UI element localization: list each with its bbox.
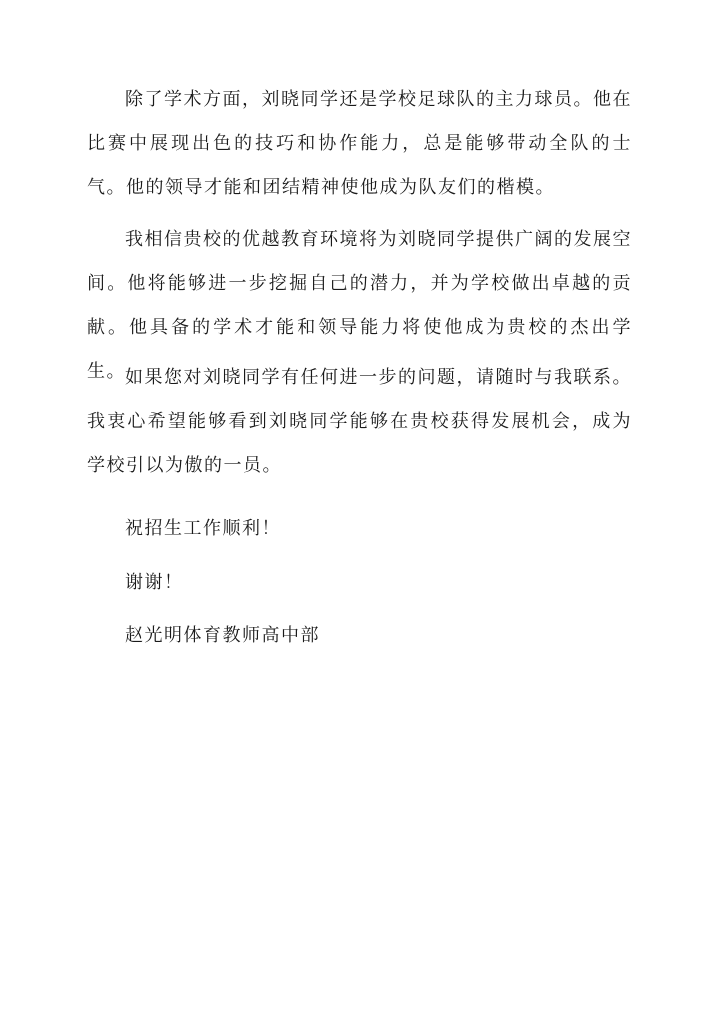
thanks-line: 谢谢！ [125, 572, 184, 593]
paragraph-contact [87, 356, 632, 488]
signature-line: 赵光明体育教师高中部 [125, 625, 320, 646]
closing-line: 祝招生工作顺利！ [125, 518, 281, 539]
paragraph-football [87, 78, 632, 210]
paragraph-text: 我相信贵校的优越教育环境将为刘晓同学提供广阔的发展空间。他将能够进一步挖掘自己的潜力，并为学校做出卓越的贡献。他具备的学术才能和领导能力将使他成为贵校的杰出学生。 [87, 229, 632, 382]
paragraph-text: 如果您对刘晓同学有任何进一步的问题，请随时与我联系。我衷心希望能够看到刘晓同学能够在贵校获得发展机会，成为学校引以为傲的一员。 [87, 367, 632, 476]
paragraph-text: 除了学术方面，刘晓同学还是学校足球队的主力球员。他在比赛中展现出色的技巧和协作能力，总是能够带动全队的士气。他的领导才能和团结精神使他成为队友们的楷模。 [87, 89, 632, 198]
